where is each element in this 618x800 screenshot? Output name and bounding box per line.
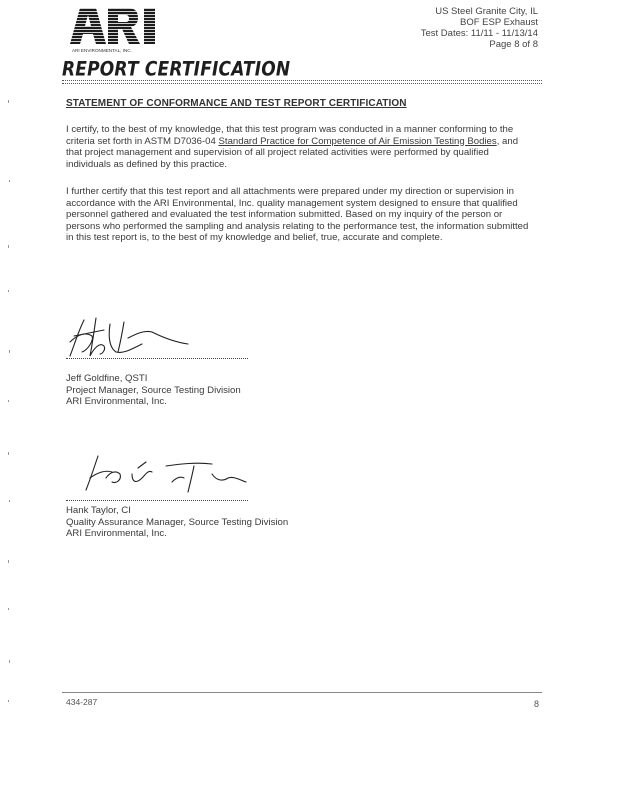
- page-indicator: Page 8 of 8: [489, 39, 538, 50]
- signer-1-name: Jeff Goldfine, QSTI: [66, 373, 148, 384]
- signer-1-block: [66, 373, 241, 408]
- p1-text-before: I certify, to the best of my knowledge, that this test program was conducted in a manner conforming to the criteria set forth in ASTM D7036-04: [66, 124, 514, 147]
- doc-number: 434-287: [66, 697, 98, 707]
- signature-goldfine: [64, 312, 194, 362]
- signature-taylor: [76, 448, 256, 503]
- certification-paragraph-1: [66, 124, 536, 170]
- astm-standard-title: Standard Practice for Competence of Air Emission Testing Bodies: [218, 135, 497, 147]
- signer-2-block: [66, 505, 288, 540]
- signer-1-company: ARI Environmental, Inc.: [66, 396, 167, 407]
- title-divider: [62, 80, 542, 81]
- ari-logo-graphic: [66, 4, 170, 54]
- unit-name: BOF ESP Exhaust: [460, 17, 538, 28]
- scan-speckle: [6, 60, 12, 740]
- header-info: [421, 6, 538, 50]
- page-title: REPORT CERTIFICATION: [62, 58, 291, 81]
- logo-subtext: ARI ENVIRONMENTAL, INC.: [72, 48, 132, 53]
- signer-2-name: Hank Taylor, CI: [66, 505, 131, 516]
- signature-line-2: [66, 500, 248, 501]
- site-name: US Steel Granite City, IL: [435, 6, 538, 17]
- signer-1-title: Project Manager, Source Testing Division: [66, 384, 241, 396]
- ari-logo: [66, 4, 170, 54]
- footer-page-number: 8: [534, 699, 540, 709]
- signer-2-title: Quality Assurance Manager, Source Testing Division: [66, 516, 289, 528]
- signer-2-company: ARI Environmental, Inc.: [66, 528, 167, 539]
- title-divider-2: [62, 83, 542, 84]
- certification-paragraph-2: I further certify that this test report and all attachments were prepared under my direction or supervision in accordance with the ARI Environmental, Inc. quality management system designed to ensure that qualified personnel gathered and evaluated the test information submitted. Based on my inquiry of the person or persons who performed the sampling and analysis relating to the performance test, the information submitted in this test report is, to the best of my knowledge and belief, true, accurate and complete.: [66, 186, 529, 243]
- test-dates: Test Dates: 11/11 - 11/13/14: [420, 28, 538, 39]
- footer-divider: [62, 692, 542, 693]
- statement-heading: STATEMENT OF CONFORMANCE AND TEST REPORT CERTIFICATION: [66, 98, 407, 109]
- p1-text-after: , and that project management and supervision of all project related activities were performed by qualified individuals as defined by this practice.: [66, 135, 519, 170]
- signature-line-1: [66, 358, 248, 359]
